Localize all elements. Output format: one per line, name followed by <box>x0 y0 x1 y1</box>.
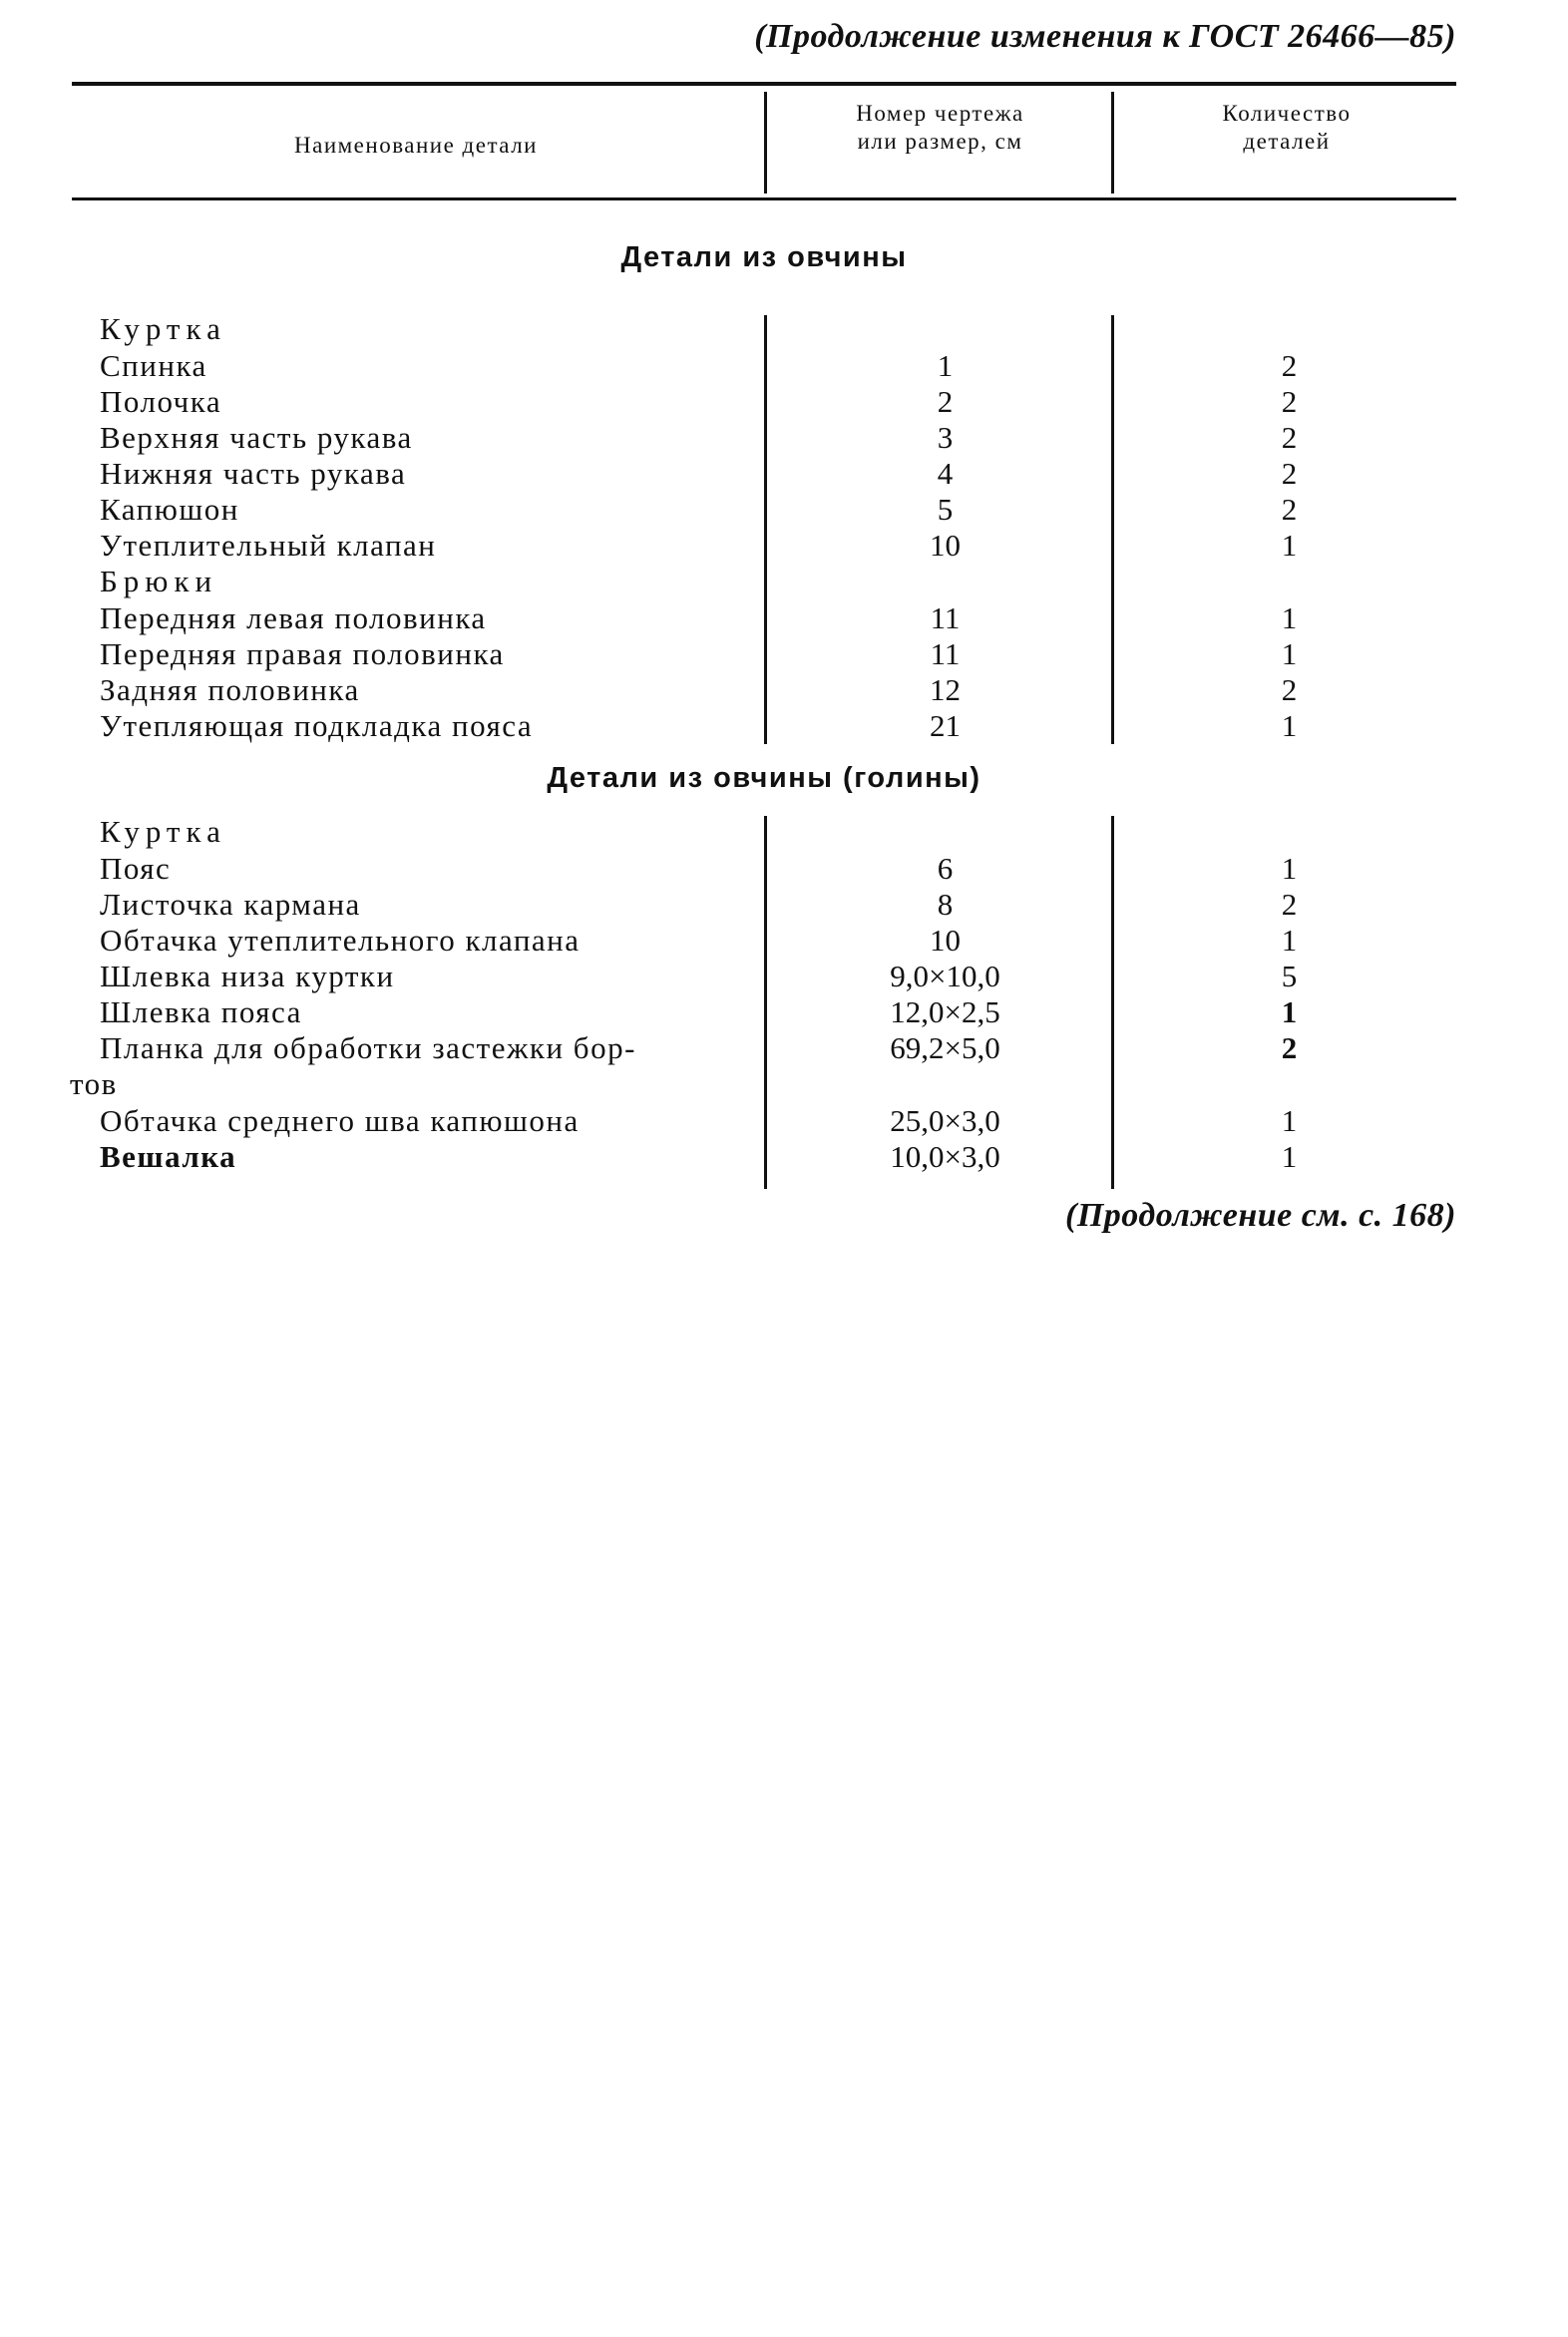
row-name: Полочка <box>100 384 222 419</box>
table-row <box>0 814 1568 850</box>
row-number: 8 <box>937 887 954 922</box>
table-row <box>0 887 1568 923</box>
row-name: Нижняя часть рукава <box>100 456 407 491</box>
row-name: Шлевка низа куртки <box>100 959 395 993</box>
row-name: Обтачка среднего шва капюшона <box>100 1103 580 1138</box>
continuation-note: (Продолжение см. с. 168) <box>1065 1197 1456 1234</box>
row-number: 4 <box>937 456 954 491</box>
row-number: 12,0×2,5 <box>890 994 1000 1029</box>
row-quantity: 1 <box>1281 708 1298 743</box>
row-number: 3 <box>937 420 954 455</box>
row-name: Пояс <box>100 851 172 886</box>
table-row <box>0 492 1568 528</box>
row-quantity: 2 <box>1281 348 1298 383</box>
row-name: Утепляющая подкладка пояса <box>100 708 534 743</box>
column-header-quantity-line2: деталей <box>1243 129 1331 154</box>
row-name-continuation: тов <box>70 1066 118 1101</box>
table-row <box>0 994 1568 1030</box>
row-quantity: 1 <box>1281 636 1298 671</box>
row-number: 5 <box>937 492 954 527</box>
column-header-quantity <box>1117 100 1456 156</box>
row-name: Задняя половинка <box>100 672 360 707</box>
column-header-name: Наименование детали <box>294 133 538 158</box>
row-number: 11 <box>930 600 961 635</box>
row-name: Планка для обработки застежки бор- <box>100 1030 636 1065</box>
row-quantity: 1 <box>1281 1103 1298 1138</box>
row-quantity: 2 <box>1281 492 1298 527</box>
table-header-rule <box>72 197 1456 200</box>
table-row <box>0 636 1568 672</box>
table-top-rule <box>72 82 1456 86</box>
row-number: 9,0×10,0 <box>890 959 1000 993</box>
row-number: 25,0×3,0 <box>890 1103 1000 1138</box>
table-row <box>0 851 1568 887</box>
row-name: Шлевка пояса <box>100 994 302 1029</box>
row-quantity: 1 <box>1281 600 1298 635</box>
row-number: 10 <box>930 528 961 563</box>
table-row <box>0 420 1568 456</box>
row-number: 1 <box>937 348 954 383</box>
table-row <box>0 1030 1568 1066</box>
row-name: Куртка <box>100 814 226 849</box>
table-row <box>0 564 1568 599</box>
table-row <box>0 348 1568 384</box>
row-number: 6 <box>937 851 954 886</box>
row-name: Передняя левая половинка <box>100 600 487 635</box>
row-name: Брюки <box>100 564 218 598</box>
row-quantity: 5 <box>1281 959 1298 993</box>
row-quantity: 1 <box>1281 994 1298 1029</box>
table-row <box>0 672 1568 708</box>
row-name: Передняя правая половинка <box>100 636 505 671</box>
column-header-number-line1: Номер чертежа <box>856 101 1024 126</box>
table-row <box>0 708 1568 744</box>
table-row <box>0 600 1568 636</box>
table-row <box>0 923 1568 959</box>
table-row <box>0 456 1568 492</box>
row-number: 69,2×5,0 <box>890 1030 1000 1065</box>
section-title: Детали из овчины (голины) <box>547 762 981 794</box>
header-divider-2 <box>1111 92 1114 194</box>
table-row <box>0 1139 1568 1175</box>
row-quantity: 2 <box>1281 1030 1298 1065</box>
table-row <box>0 1103 1568 1139</box>
header-divider-1 <box>764 92 767 194</box>
table-row <box>0 311 1568 347</box>
table-row <box>0 384 1568 420</box>
row-name: Куртка <box>100 311 226 346</box>
row-quantity: 1 <box>1281 528 1298 563</box>
row-number: 10 <box>930 923 961 958</box>
row-name: Обтачка утеплительного клапана <box>100 923 581 958</box>
row-name: Капюшон <box>100 492 239 527</box>
row-number: 10,0×3,0 <box>890 1139 1000 1174</box>
row-quantity: 1 <box>1281 851 1298 886</box>
row-number: 21 <box>930 708 961 743</box>
row-name: Листочка кармана <box>100 887 361 922</box>
table-row <box>0 959 1568 994</box>
row-quantity: 2 <box>1281 887 1298 922</box>
row-quantity: 1 <box>1281 1139 1298 1174</box>
running-head: (Продолжение изменения к ГОСТ 26466—85) <box>754 18 1456 55</box>
row-name: Спинка <box>100 348 207 383</box>
row-quantity: 1 <box>1281 923 1298 958</box>
row-quantity: 2 <box>1281 420 1298 455</box>
column-header-number <box>768 100 1112 156</box>
section-title: Детали из овчины <box>620 241 908 273</box>
row-number: 12 <box>930 672 961 707</box>
row-quantity: 2 <box>1281 672 1298 707</box>
table-row <box>0 528 1568 564</box>
row-quantity: 2 <box>1281 456 1298 491</box>
column-header-number-line2: или размер, см <box>857 129 1023 154</box>
row-quantity: 2 <box>1281 384 1298 419</box>
row-number: 2 <box>937 384 954 419</box>
row-name: Верхняя часть рукава <box>100 420 413 455</box>
row-number: 11 <box>930 636 961 671</box>
row-name: Утеплительный клапан <box>100 528 437 563</box>
table-row <box>0 1066 1568 1102</box>
column-header-quantity-line1: Количество <box>1222 101 1352 126</box>
row-name: Вешалка <box>100 1139 237 1174</box>
